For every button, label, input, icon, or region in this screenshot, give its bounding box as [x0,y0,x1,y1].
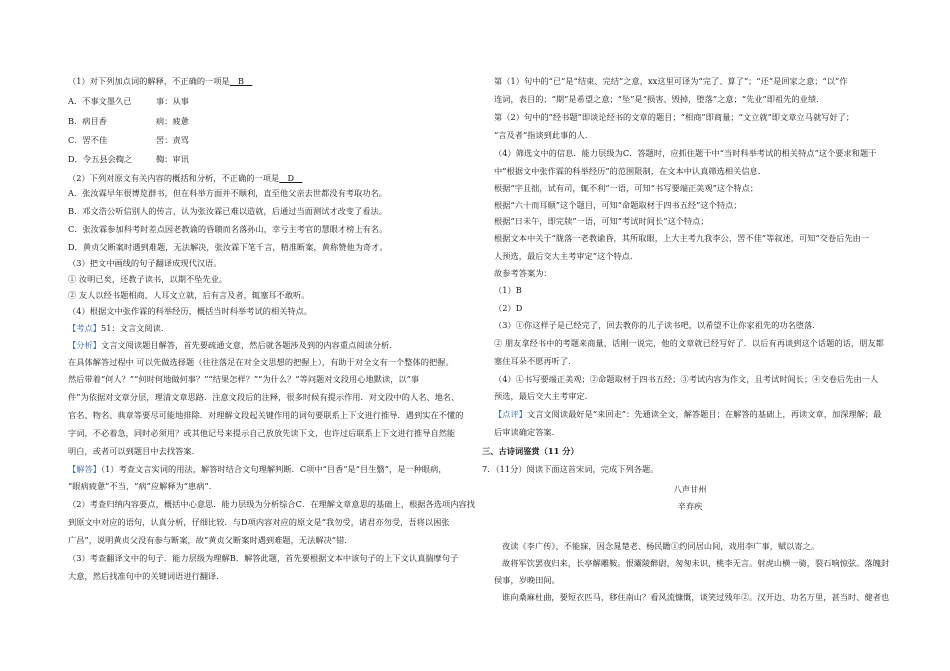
dianping-tag: 【点评】 [494,409,527,419]
jieda-line-5: 广昌”，说明黄贞父没有参与断案，故“黄贞父断案时遇到难题，无法解决”错． [68,535,353,545]
right-line-b5: 根据“日未午，即完牍”一语，可知“考试时间长”这个特点； [494,216,709,226]
right-line-b7: 人预选，最后交大主考审定”这个特点. [494,251,633,261]
q3-stem: （3）把文中画线的句子翻译成现代汉语。 [68,258,222,268]
fenxi-line-7: 明白，或者可以到题目中去找答案. [68,446,195,456]
dianping-line-2: 后审读确定答案. [494,427,555,437]
fenxi-line-2: 在具体解答过程中 可以先做选择题（往往落足在对全文思想的把握上），有助于对全文有一个整体的把握。 [68,357,454,367]
fenxi-line-6: 字词，不必着急，同时必须用？或其他记号来提示自己放放先读下文，也许过后联系上下文进行推导自然能 [68,428,456,438]
q1-stem: （1）对下列加点词的解释，不正确的一项是 B [68,76,245,86]
right-line-b6: 根据文本中关于“胧落一老教谕昏，其所取眼，上大主考九我李公，罟不佳”等叙述，可知“交卷后先由一 [494,233,870,243]
answer-7: 预选，最后交大主考审定. [494,391,588,401]
kaodian-tag: 【考点】 [68,323,101,333]
answer-2: （2）D [494,303,523,313]
jieda-tag: 【解答】 [68,464,101,474]
fenxi-tag: 【分析】 [68,340,101,350]
answer-4: ② 朋友拿经书中的考题来商量，话刚一说完，他的文章就已经写好了．以后有再谈到这个话题的话，朋友都 [494,338,884,348]
q1-option-b: B．病目香 病：疲惫 [68,116,189,126]
right-line-a2: 连词，表目的；“期”是希望之意；“坠”是“损害、毁掉，堕落”之意；“先业”即祖先的业绩． [494,94,825,104]
jieda-line-1: 【解答】（1）考查文言实词的用法，解答时结合文句理解判断．C项中“目香”是“目生翳”，是一种眼病， [68,464,447,474]
q1-option-d: D．令五县会鞫之 鞫：审讯 [68,154,189,164]
q3-line-1: ① 汝明已矣，还教子读书，以期不坠先业。 [68,274,228,284]
q4-stem: （4）根据文中张作霖的科举经历，概括当时科举考试的相关特点。 [68,306,313,316]
fenxi-line-5: 官名、物名、典章等要尽可能地排除．对理解文段起关键作用的词句要联系上下文进行推导．遇到实在不懂的 [68,410,464,420]
fenxi-line-4: 件”为依据对文章分层，理清文章思路．注意文段后的注释，很多时候有提示作用．对文段中的人名、地名、 [68,392,460,402]
jieda-line-7: 大意，然后找准句中的关键词语进行翻译. [68,571,219,581]
right-line-a4: “言及者”指谈到此事的人. [494,130,588,140]
q2-option-b: B．邓文浩公听信别人的传言，认为张汝霖已难以造就，后通过当面测试才改变了看法。 [68,206,388,216]
answer-1: （1）B [494,285,522,295]
right-line-a1: 第（1）句中的“已”是“结束、完结”之意，xx这里可译为“完了、算了”；“还”是回家之意；“以”作 [494,76,848,86]
right-line-b1: （4）筛选文中的信息．能力层级为C．答题时，应抓住题干中“当时科举考试的相关特点”这个要求和题干 [494,148,877,158]
right-line-b2: 中“根据文中张作霖的科举经历”的范围限制，在文本中认真筛选相关信息. [494,166,761,176]
poem-author: 辛弃疾 [677,501,703,511]
poem-line-2: 侯事，岁晚田间。 [494,575,560,585]
answer-title: 故参考答案为： [494,268,552,278]
right-line-b3: 根据“字且拙，试有司，辄不利”一语，可知“书写要端正美观”这个特点； [494,183,759,193]
q7-stem: 7．（11分）阅读下面这首宋词，完成下列各题。 [482,464,659,474]
kaodian: 【考点】51：文言文阅读. [68,323,164,333]
answer-6: （4）①书写要端正美观；②命题取材于四书五经；③考试内容为作文，且考试时间长；④交卷后先由一人 [494,374,879,384]
answer-3: （3）①你这样子是已经完了，回去教你的儿子读书吧，以希望不让你家祖先的功名堕落. [494,320,815,330]
dianping-line-1: 【点评】文言文阅读最好是“来回走”：先通读全文，解答题目；在解答的基础上，再读文章，加深理解；最 [494,409,882,419]
poem-preface: 夜读《李广传》，不能寐，因念晁楚老、杨民瞻①约同居山间，戏用李广事，赋以寄之。 [502,541,820,551]
answer-5: 塞住耳朵不愿再听了. [494,356,571,366]
fenxi-line-3: 然后带着“何人？”“何时何地做何事？”“结果怎样？”“为什么？”等问题对文段用心地默读，以“事 [68,374,420,384]
fenxi-line-1: 【分析】文言文阅读题目解答，首先要疏通文意，然后就各题涉及到的内容重点阅读分析. [68,340,392,350]
q1-option-c: C．罟不佳 罟：责骂 [68,135,189,145]
jieda-line-4: 到原文中对应的语句，认真分析，仔细比较．与D项内容对应的原文是“我勿受，诸君亦勿受，吾将以困张 [68,517,450,527]
right-line-b4: 根据“六十而耳顺”这个题目，可知“命题取材于四书五经”这个特点； [494,200,742,210]
q2-option-c: C．张汝霖参加科考时差点因老教谕的昏聩而名落孙山，幸亏主考官的慧眼才榜上有名。 [68,224,388,234]
poem-title: 八声甘州 [673,484,707,494]
jieda-line-2: “眼病疲惫”不当，“病”应解释为“患病”． [68,481,217,491]
q2-option-a: A．张汝霖早年很博览群书，但在科举方面并不顺利，直至他父亲去世都没有考取功名。 [68,188,387,198]
q1-option-a: A．不事文墨久已 事：从事 [68,96,189,106]
q2-option-d: D．黄贞父断案时遇到难题，无法解决，张汝霖下笔千言，精准断案，黄称赞他为奇才。 [68,242,388,252]
jieda-line-3: （2）考查归纳内容要点，概括中心意思．能力层级为分析综合C．在理解文章意思的基础上，根据各选项内容找 [68,499,475,509]
poem-line-1: 故将军饮罢夜归来，长亭解雕鞍。恨灞陵醉尉，匆匆未识，桃李无言。射虎山横一骑，裂石响惊弦。落魄封 [502,558,890,568]
q3-line-2: ② 友人以经书题相商，人耳文立就，后有言及者，辄塞耳不敢听。 [68,290,310,300]
poem-line-3: 谁向桑麻杜曲，要短衣匹马，移住南山？看风流慷慨，谈笑过残年②。汉开边、功名万里，甚当时、健者也 [502,592,890,602]
q2-stem: （2）下列对原文有关内容的概括和分析，不正确的一项是 D [68,173,295,183]
section-3-heading: 三、古诗词鉴赏（11 分） [482,446,579,456]
jieda-line-6: （3）考查翻译文中的句子．能力层级为理解B．解答此题，首先要根据文本中该句子的上下文认真揣摩句子 [68,553,459,563]
right-line-a3: 第（2）句中的“经书题”即谈论经书的文章的题目；“相商”即商量；“文立就”即文章立马就写好了； [494,112,855,122]
